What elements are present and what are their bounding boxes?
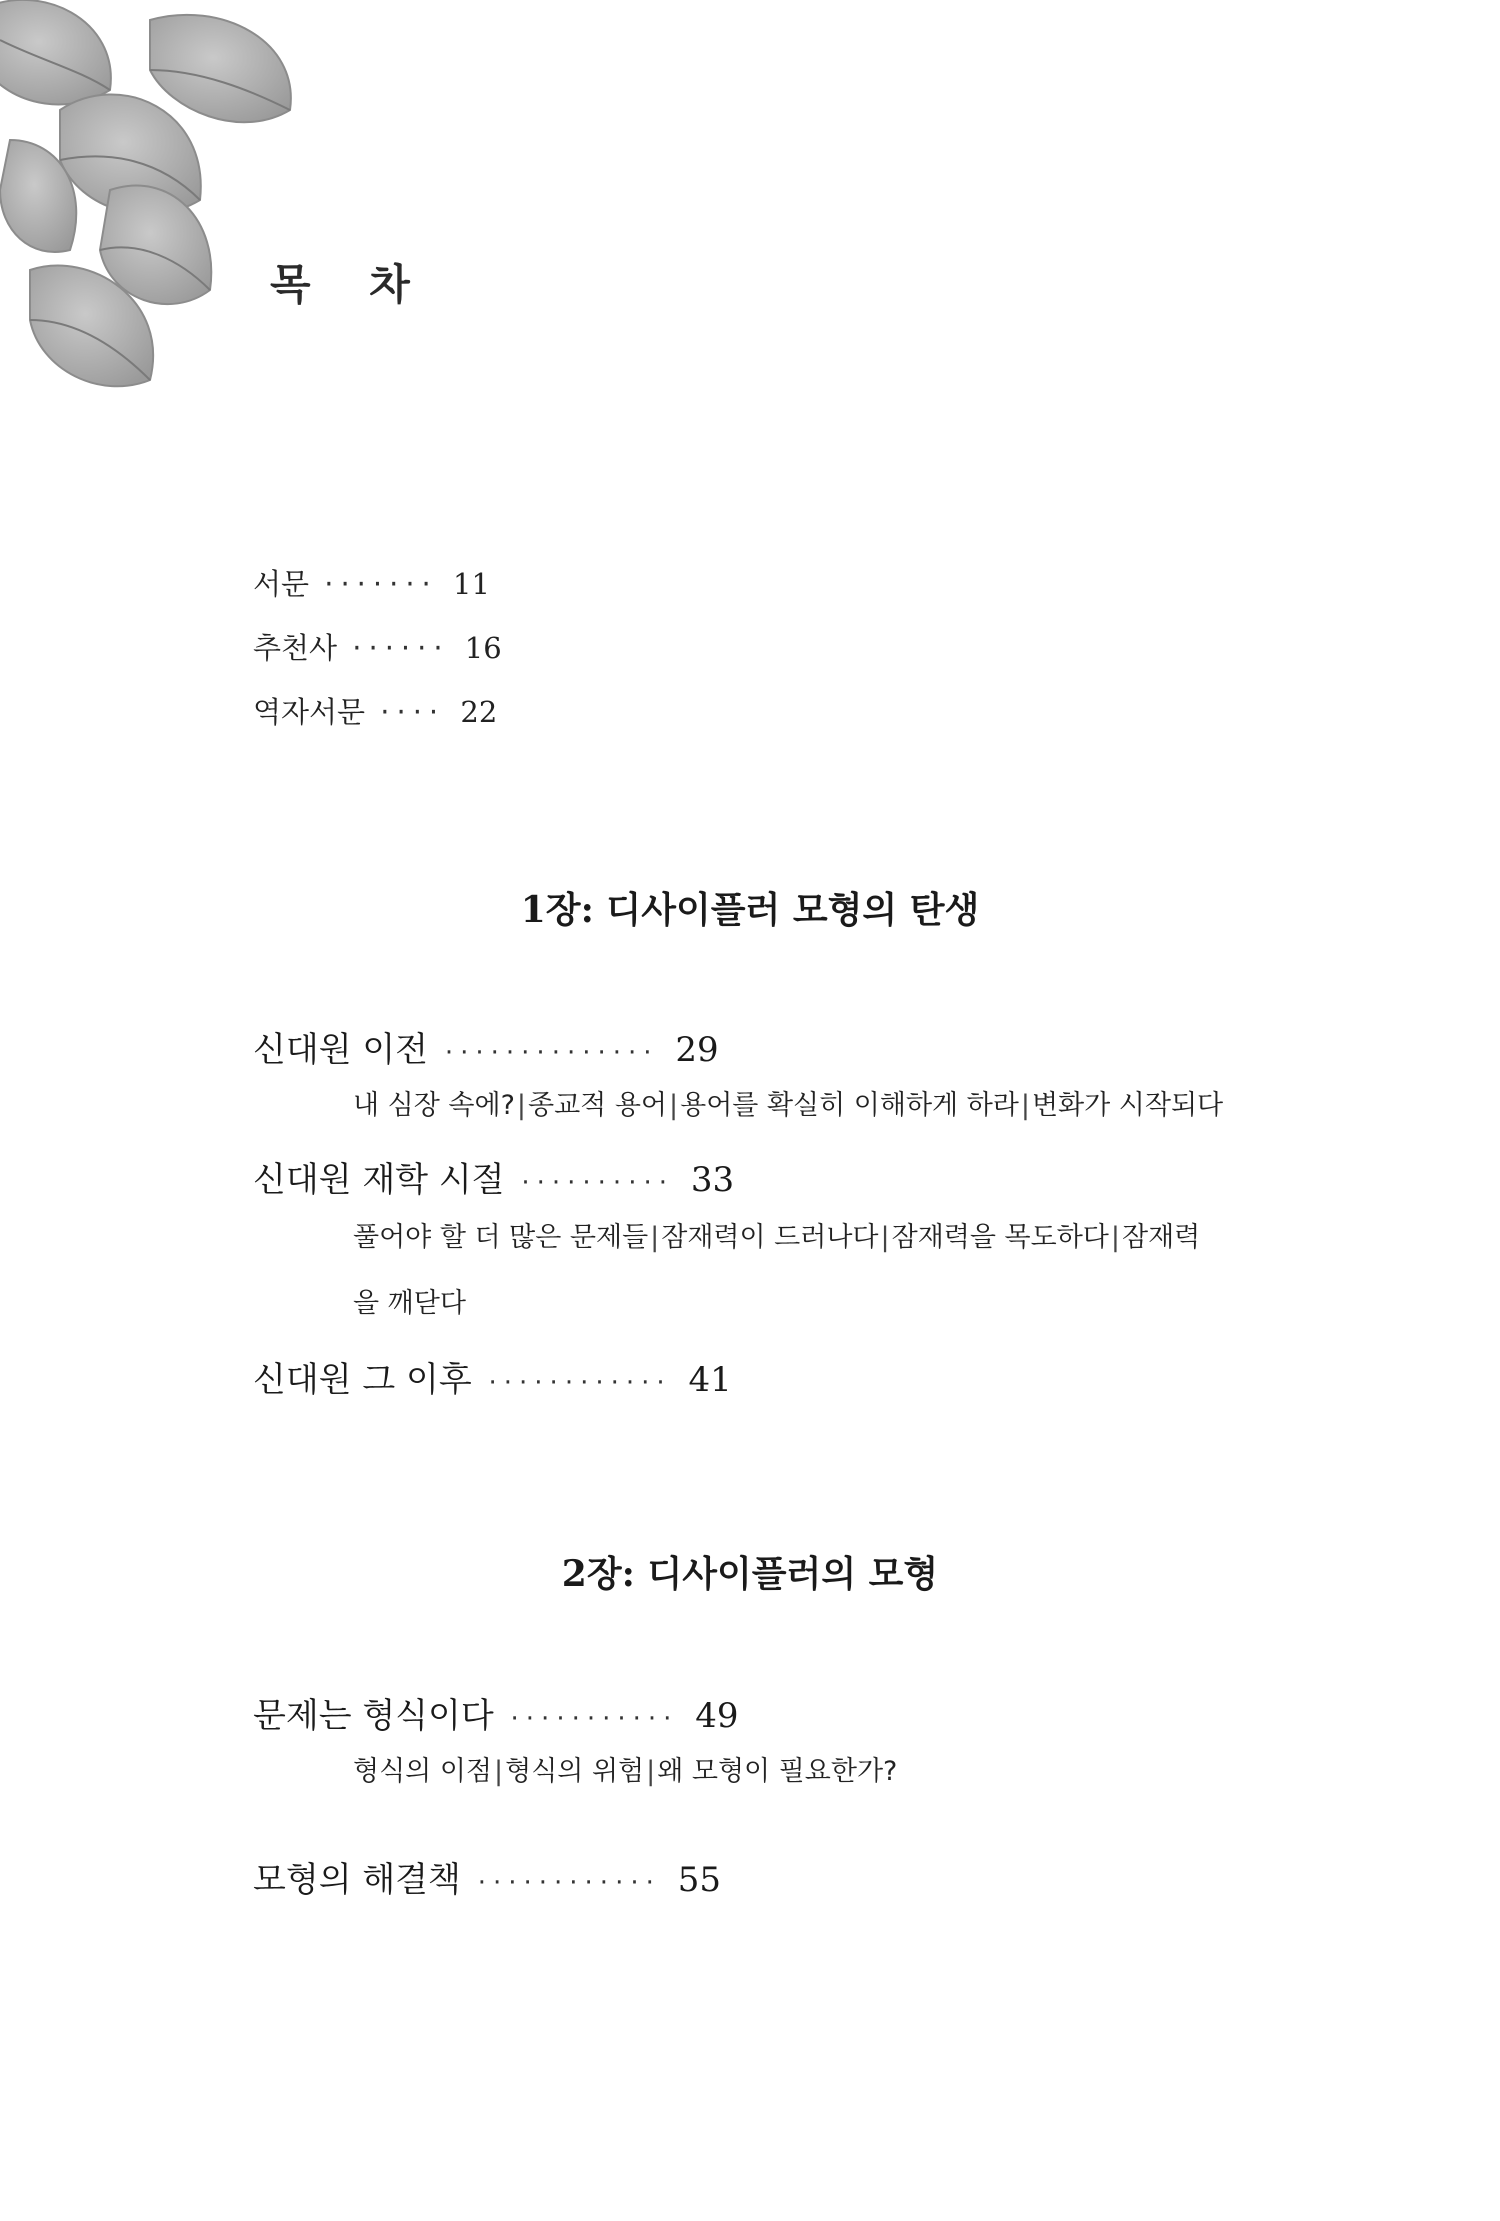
subsection-item: 형식의 위험 (505, 1756, 645, 1787)
chapter-heading-1 (0, 882, 1500, 933)
leader-dots: ·········· (521, 1168, 674, 1198)
page-number: 33 (690, 1160, 735, 1200)
toc-entry[interactable] (253, 1022, 719, 1071)
page-number: 55 (677, 1860, 721, 1900)
page-number: 41 (688, 1360, 732, 1400)
toc-entry[interactable] (253, 1852, 721, 1901)
subsection-list: 형식의 이점|형식의 위험|왜 모형이 필요한가? (353, 1756, 898, 1787)
front-matter-label: 추천사 (253, 631, 338, 665)
page-number: 49 (695, 1696, 739, 1736)
chapter-number: 1장: (520, 889, 594, 931)
subsection-item: 잠재력 (1121, 1222, 1201, 1253)
entry-title: 문제는 형식이다 (253, 1696, 494, 1736)
chapter-number: 2장: (561, 1553, 635, 1595)
page-number: 16 (464, 631, 502, 665)
subsection-item: 풀어야 할 더 많은 문제들 (353, 1222, 649, 1253)
entry-title: 신대원 이전 (253, 1030, 429, 1070)
subsection-item: 내 심장 속에? (353, 1090, 515, 1121)
page-number: 11 (453, 567, 490, 601)
subsection-item: 용어를 확실히 이해하게 하라 (680, 1090, 1019, 1121)
toc-entry[interactable] (253, 1352, 732, 1401)
chapter-title: 디사이플러 모형의 탄생 (606, 890, 980, 931)
leader-dots: ·············· (444, 1038, 659, 1068)
front-matter-preface[interactable] (253, 562, 490, 603)
chapter-heading-2 (0, 1546, 1500, 1597)
front-matter-label: 서문 (253, 567, 310, 601)
leader-dots: ··········· (510, 1704, 679, 1734)
front-matter-recommendation[interactable] (253, 626, 502, 667)
subsection-item: 을 깨닫다 (353, 1288, 466, 1319)
subsection-item: 종교적 용어 (528, 1090, 668, 1121)
entry-title: 모형의 해결책 (253, 1860, 461, 1900)
subsection-item: 형식의 이점 (353, 1756, 492, 1787)
leader-dots: ············ (488, 1368, 672, 1398)
leaf-branch-icon (0, 0, 340, 400)
subsection-item: 변화가 시작되다 (1031, 1090, 1224, 1121)
entry-title: 신대원 재학 시절 (253, 1160, 505, 1200)
entry-title: 신대원 그 이후 (253, 1360, 472, 1400)
subsection-item: 잠재력이 드러나다 (661, 1222, 879, 1253)
front-matter-label: 역자서문 (253, 695, 366, 729)
leader-dots: ············ (477, 1868, 661, 1898)
subsection-list: 내 심장 속에?|종교적 용어|용어를 확실히 이해하게 하라|변화가 시작되다 (353, 1090, 1224, 1121)
page-number: 22 (460, 695, 498, 729)
subsection-item: 왜 모형이 필요한가? (657, 1756, 898, 1787)
subsection-list: 풀어야 할 더 많은 문제들|잠재력이 드러나다|잠재력을 목도하다|잠재력 (353, 1222, 1201, 1253)
front-matter-translator-preface[interactable] (253, 690, 497, 731)
toc-title: 목 차 (270, 260, 432, 309)
toc-entry[interactable] (253, 1152, 734, 1201)
subsection-list-continued (353, 1290, 466, 1317)
leader-dots: ······ (352, 631, 450, 665)
chapter-title: 디사이플러의 모형 (647, 1554, 939, 1595)
page-number: 29 (675, 1030, 719, 1070)
leader-dots: ······· (324, 567, 438, 601)
subsection-item: 잠재력을 목도하다 (891, 1222, 1109, 1253)
toc-entry[interactable] (253, 1688, 739, 1737)
leader-dots: ···· (380, 695, 446, 729)
